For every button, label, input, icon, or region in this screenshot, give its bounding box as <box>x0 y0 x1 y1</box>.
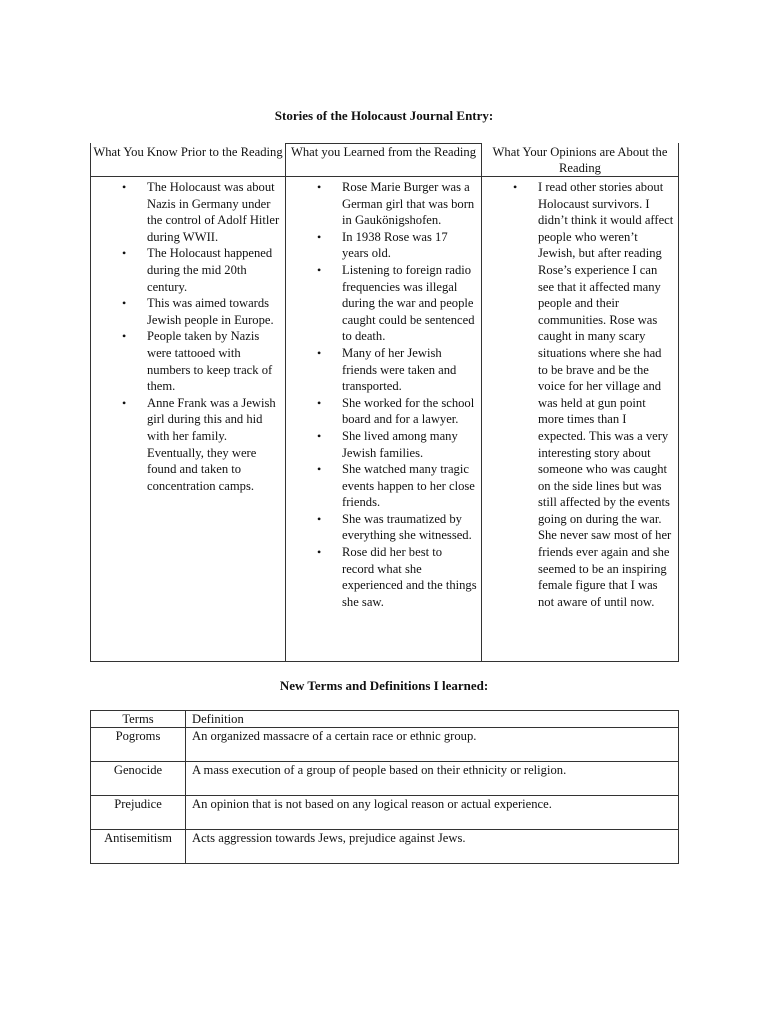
definition-header: Definition <box>186 711 679 728</box>
term-cell: Genocide <box>91 762 186 796</box>
list-item: • She was traumatized by everything she witnessed. <box>342 511 477 544</box>
journal-header-row <box>91 144 679 177</box>
list-item: • Rose Marie Burger was a German girl that was born in Gaukönigshofen. <box>342 179 477 229</box>
opinions-cell <box>482 177 679 662</box>
list-item: • People taken by Nazis were tattooed with numbers to keep track of them. <box>147 328 281 394</box>
table-row <box>91 830 679 864</box>
list-item: • This was aimed towards Jewish people in Europe. <box>147 295 281 328</box>
list-item: • The Holocaust was about Nazis in Germany under the control of Adolf Hitler during WWII. <box>147 179 281 245</box>
definition-cell: An opinion that is not based on any logical reason or actual experience. <box>186 796 679 830</box>
list-item: • She worked for the school board and for a lawyer. <box>342 395 477 428</box>
list-item: • Listening to foreign radio frequencies was illegal during the war and people caught could be sentenced to death. <box>342 262 477 345</box>
table-row <box>91 762 679 796</box>
prior-knowledge-cell <box>91 177 286 662</box>
terms-header: Terms <box>91 711 186 728</box>
header-opinions: What Your Opinions are About the Reading <box>482 144 679 177</box>
learned-cell <box>286 177 482 662</box>
definition-cell: A mass execution of a group of people based on their ethnicity or religion. <box>186 762 679 796</box>
journal-body-row <box>91 177 679 662</box>
list-item: • Anne Frank was a Jewish girl during this and hid with her family. Eventually, they were found and taken to concentration camps. <box>147 395 281 495</box>
terms-table <box>90 710 679 864</box>
term-cell: Antisemitism <box>91 830 186 864</box>
learned-list <box>286 179 481 610</box>
list-item: • She lived among many Jewish families. <box>342 428 477 461</box>
list-item: • She watched many tragic events happen to her close friends. <box>342 461 477 511</box>
terms-title: New Terms and Definitions I learned: <box>279 678 489 693</box>
opinions-list <box>482 179 678 610</box>
term-cell: Prejudice <box>91 796 186 830</box>
term-cell: Pogroms <box>91 728 186 762</box>
list-item: • I read other stories about Holocaust survivors. I didn’t think it would affect people who weren’t Jewish, but after reading Rose’s experience I can see that it affected many people and their communities. Rose was caught in many scary situations where she had to be brave and be the voice for her village and was held at gun point more times than I expected. This was a very interesting story about someone who was caught on the side lines but was still affected by the events going on during the war. She never saw most of her friends ever again and she seemed to be an inspiring female figure that I was not aware of until now. <box>538 179 674 610</box>
header-prior-knowledge: What You Know Prior to the Reading <box>91 144 286 177</box>
table-row <box>91 728 679 762</box>
definition-cell: Acts aggression towards Jews, prejudice against Jews. <box>186 830 679 864</box>
definition-cell: An organized massacre of a certain race or ethnic group. <box>186 728 679 762</box>
header-learned: What you Learned from the Reading <box>286 144 482 177</box>
table-row <box>91 796 679 830</box>
prior-knowledge-list <box>91 179 285 494</box>
list-item: • Rose did her best to record what she experienced and the things she saw. <box>342 544 477 610</box>
list-item: • Many of her Jewish friends were taken and transported. <box>342 345 477 395</box>
terms-header-row <box>91 711 679 728</box>
journal-table <box>90 143 679 662</box>
journal-title: Stories of the Holocaust Journal Entry: <box>274 108 494 123</box>
list-item: • In 1938 Rose was 17 years old. <box>342 229 477 262</box>
list-item: • The Holocaust happened during the mid 20th century. <box>147 245 281 295</box>
